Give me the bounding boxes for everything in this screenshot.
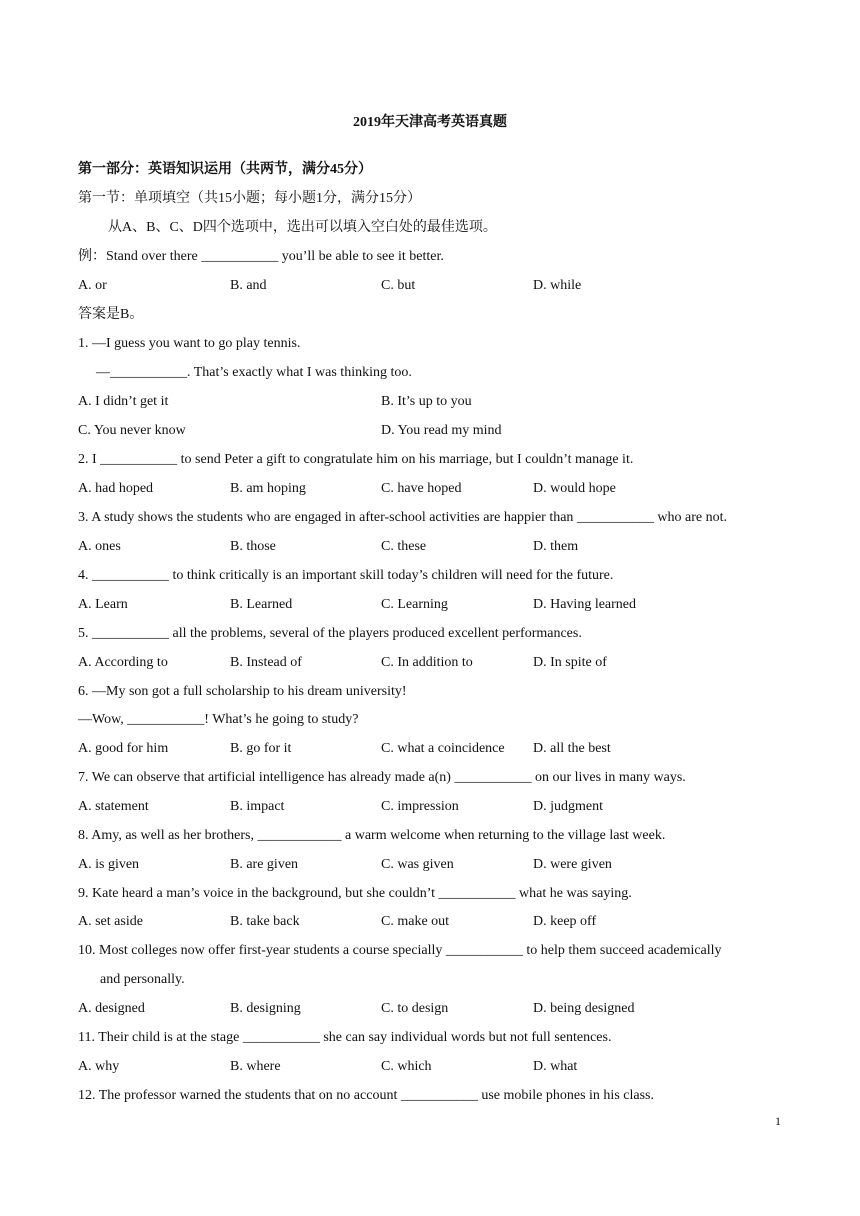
part-heading: 第一部分：英语知识运用（共两节，满分45分） (78, 162, 372, 177)
page-number: 1 (775, 1114, 781, 1128)
question-1-line-2: —___________. That’s exactly what I was thinking too. (96, 365, 412, 380)
question-7-option-d: D. judgment (533, 799, 603, 814)
question-2-option-d: D. would hope (533, 481, 616, 496)
question-1-line-1: 1. —I guess you want to go play tennis. (78, 336, 301, 351)
question-12-stem: 12. The professor warned the students that on no account ___________ use mobile phones in his class. (78, 1088, 654, 1103)
question-10-option-b: B. designing (230, 1001, 301, 1016)
section-heading: 第一节：单项填空（共15小题；每小题1分，满分15分） (78, 191, 421, 206)
instruction: 从A、B、C、D四个选项中，选出可以填入空白处的最佳选项。 (108, 220, 497, 235)
question-3-option-b: B. those (230, 539, 276, 554)
question-1-option-c: C. You never know (78, 423, 186, 438)
question-1-option-b: B. It’s up to you (381, 394, 472, 409)
question-4-option-a: A. Learn (78, 597, 128, 612)
question-1-option-a: A. I didn’t get it (78, 394, 169, 409)
question-9-option-c: C. make out (381, 914, 450, 929)
question-3-stem: 3. A study shows the students who are engaged in after-school activities are happier than ___________ who are not. (78, 510, 728, 525)
question-9-option-a: A. set aside (78, 914, 143, 929)
question-4-option-c: C. Learning (381, 597, 448, 612)
example-option-c: C. but (381, 278, 416, 293)
question-7-option-b: B. impact (230, 799, 285, 814)
question-3-option-c: C. these (381, 539, 427, 554)
question-7-option-a: A. statement (78, 799, 149, 814)
question-10-option-d: D. being designed (533, 1001, 635, 1016)
question-7-option-c: C. impression (381, 799, 459, 814)
question-10-option-a: A. designed (78, 1001, 145, 1016)
question-4-option-b: B. Learned (230, 597, 293, 612)
question-11-option-b: B. where (230, 1059, 281, 1074)
question-8-option-c: C. was given (381, 857, 454, 872)
question-9-option-b: B. take back (230, 914, 300, 929)
question-5-stem: 5. ___________ all the problems, several of the players produced excellent performances. (78, 626, 582, 641)
question-5-option-d: D. In spite of (533, 655, 607, 670)
question-3-option-a: A. ones (78, 539, 121, 554)
question-6-option-a: A. good for him (78, 741, 169, 756)
question-6-option-b: B. go for it (230, 741, 292, 756)
question-10-line-2: and personally. (100, 972, 185, 987)
example-option-b: B. and (230, 278, 267, 293)
question-6-option-c: C. what a coincidence (381, 741, 505, 756)
question-5-option-c: C. In addition to (381, 655, 473, 670)
question-2-stem: 2. I ___________ to send Peter a gift to congratulate him on his marriage, but I couldn’t manage it. (78, 452, 634, 467)
question-9-stem: 9. Kate heard a man’s voice in the background, but she couldn’t ___________ what he was saying. (78, 886, 632, 901)
question-9-option-d: D. keep off (533, 914, 597, 929)
question-7-stem: 7. We can observe that artificial intelligence has already made a(n) ___________ on our lives in many ways. (78, 770, 686, 785)
question-4-option-d: D. Having learned (533, 597, 637, 612)
question-8-option-d: D. were given (533, 857, 612, 872)
question-2-option-c: C. have hoped (381, 481, 462, 496)
question-6-option-d: D. all the best (533, 741, 611, 756)
question-5-option-a: A. According to (78, 655, 168, 670)
page-title: 2019年天津高考英语真题 (353, 115, 507, 130)
question-3-option-d: D. them (533, 539, 579, 554)
question-2-option-b: B. am hoping (230, 481, 306, 496)
question-4-stem: 4. ___________ to think critically is an important skill today’s children will need for the future. (78, 568, 614, 583)
question-11-option-d: D. what (533, 1059, 578, 1074)
question-10-option-c: C. to design (381, 1001, 449, 1016)
question-6-line-2: —Wow, ___________! What’s he going to study? (78, 712, 359, 727)
question-11-stem: 11. Their child is at the stage ___________ she can say individual words but not full sentences. (78, 1030, 612, 1045)
question-2-option-a: A. had hoped (78, 481, 154, 496)
question-6-line-1: 6. —My son got a full scholarship to his dream university! (78, 684, 407, 699)
example-stem: 例：Stand over there ___________ you’ll be able to see it better. (78, 249, 444, 264)
question-8-option-a: A. is given (78, 857, 140, 872)
question-11-option-c: C. which (381, 1059, 432, 1074)
question-10-line-1: 10. Most colleges now offer first-year students a course specially ___________ to help them succeed academically (78, 943, 722, 958)
question-8-stem: 8. Amy, as well as her brothers, ____________ a warm welcome when returning to the village last week. (78, 828, 666, 843)
question-11-option-a: A. why (78, 1059, 120, 1074)
example-option-a: A. or (78, 278, 107, 293)
question-5-option-b: B. Instead of (230, 655, 302, 670)
question-1-option-d: D. You read my mind (381, 423, 502, 438)
example-answer: 答案是B。 (78, 307, 144, 322)
example-option-d: D. while (533, 278, 582, 293)
question-8-option-b: B. are given (230, 857, 299, 872)
